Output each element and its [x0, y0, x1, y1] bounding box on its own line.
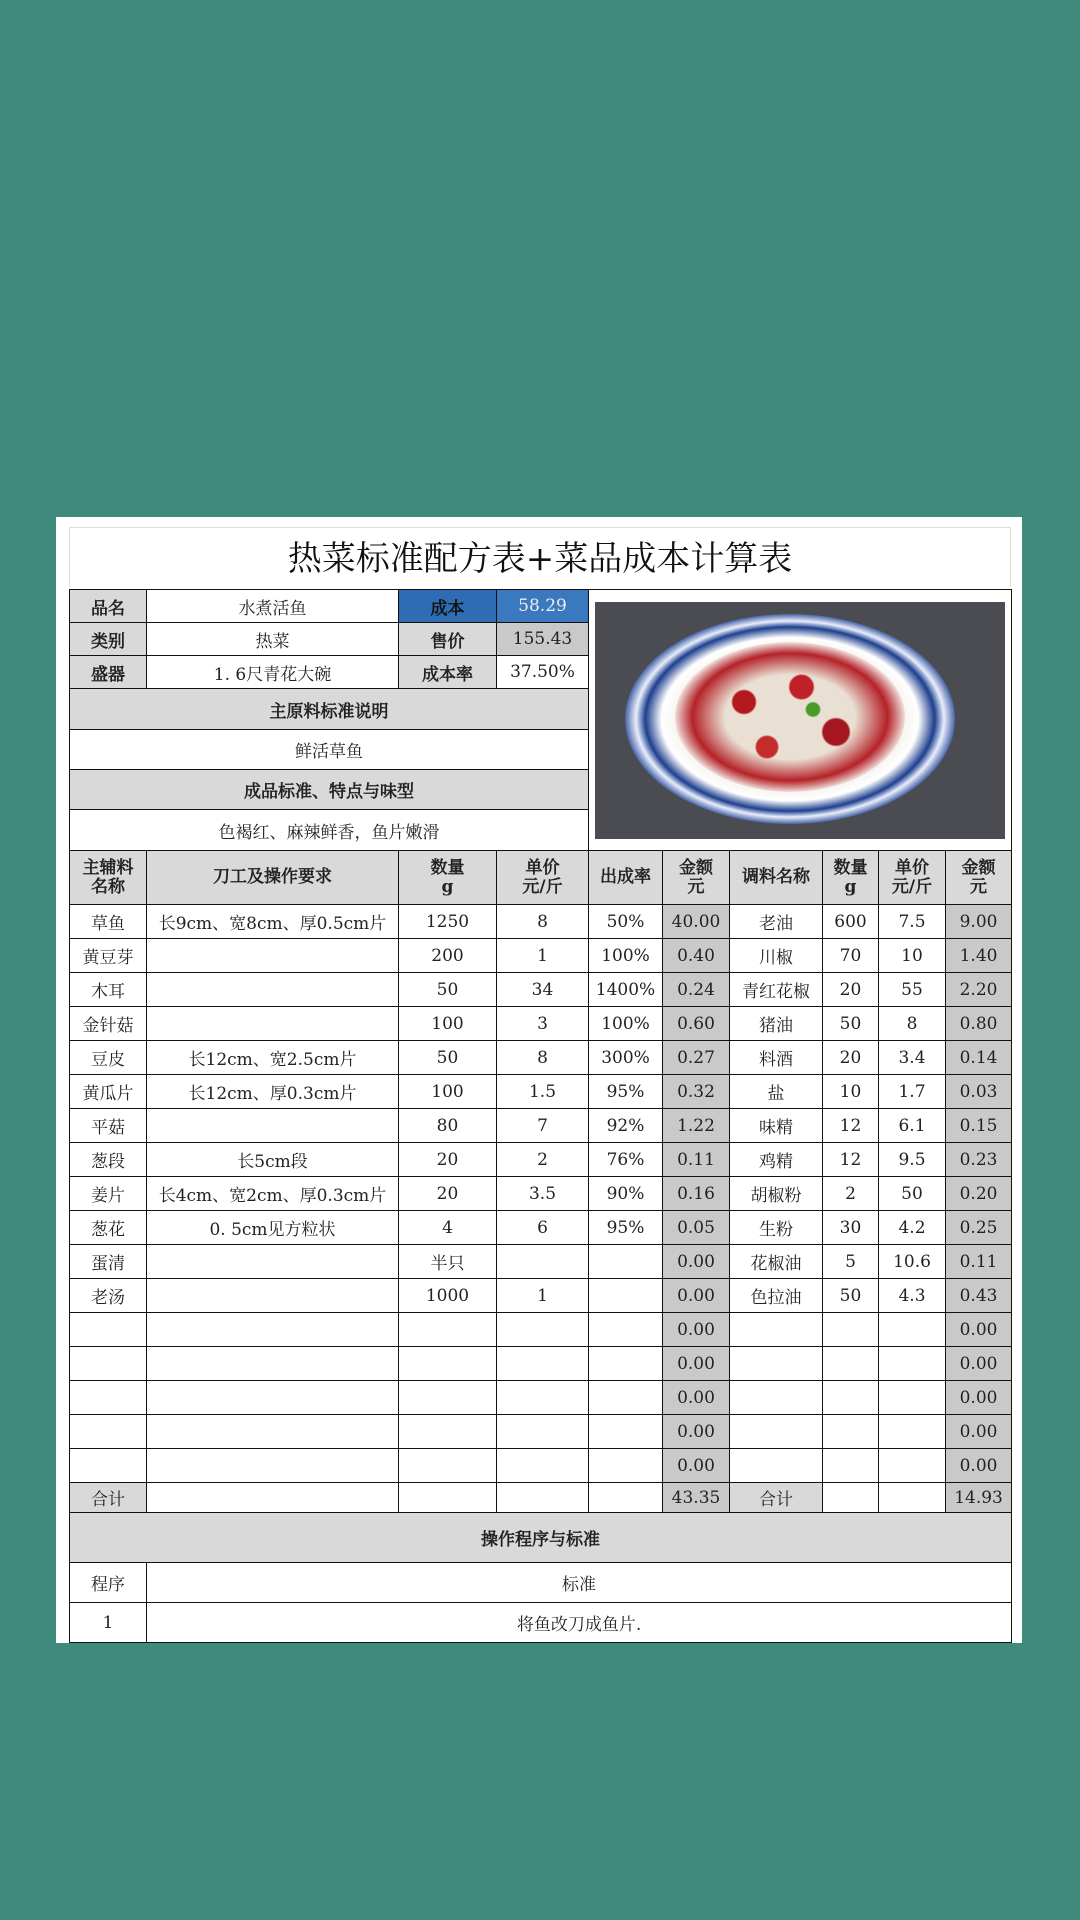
- ingredient-name: 姜片: [70, 1177, 147, 1211]
- column-header: 出成率: [589, 851, 663, 905]
- seasoning-name: 鸡精: [730, 1143, 823, 1177]
- table-row: [70, 1381, 1012, 1415]
- seasoning-amount: 0.20: [946, 1177, 1012, 1211]
- seasoning-quantity: 5: [823, 1245, 879, 1279]
- seasoning-quantity: [823, 1449, 879, 1483]
- seasoning-total-label: 合计: [730, 1483, 823, 1513]
- main-material-heading: 主原料标准说明: [70, 689, 589, 730]
- cutting-requirement: [147, 939, 399, 973]
- quantity: [399, 1381, 497, 1415]
- amount: 0.27: [663, 1041, 730, 1075]
- cutting-requirement: [147, 1347, 399, 1381]
- seasoning-name: 色拉油: [730, 1279, 823, 1313]
- cost-value: 58.29: [497, 590, 589, 623]
- cost-label: 成本: [399, 590, 497, 623]
- quantity: 20: [399, 1143, 497, 1177]
- ingredient-name: 平菇: [70, 1109, 147, 1143]
- column-header: 金额 元: [946, 851, 1012, 905]
- seasoning-name: 老油: [730, 905, 823, 939]
- cost-rate-value: 37.50%: [497, 656, 589, 689]
- quantity: [399, 1313, 497, 1347]
- product-standard-text: 色褐红、麻辣鲜香，鱼片嫩滑: [70, 810, 589, 851]
- seasoning-unit-price: [879, 1313, 946, 1347]
- seasoning-unit-price: 6.1: [879, 1109, 946, 1143]
- ingredient-name: [70, 1347, 147, 1381]
- table-row: [70, 1075, 1012, 1109]
- yield-rate: [589, 1245, 663, 1279]
- seasoning-amount: 2.20: [946, 973, 1012, 1007]
- unit-price: 7: [497, 1109, 589, 1143]
- seasoning-name: [730, 1313, 823, 1347]
- seasoning-quantity: 20: [823, 1041, 879, 1075]
- seasoning-name: 胡椒粉: [730, 1177, 823, 1211]
- main-total: 43.35: [663, 1483, 730, 1513]
- quantity: 200: [399, 939, 497, 973]
- yield-rate: 95%: [589, 1075, 663, 1109]
- seasoning-amount: 0.23: [946, 1143, 1012, 1177]
- yield-rate: [589, 1415, 663, 1449]
- quantity: [399, 1449, 497, 1483]
- ingredient-name: 葱段: [70, 1143, 147, 1177]
- seasoning-quantity: 50: [823, 1279, 879, 1313]
- quantity: 半只: [399, 1245, 497, 1279]
- yield-rate: 100%: [589, 1007, 663, 1041]
- step-column-header: 程序: [70, 1563, 147, 1603]
- seasoning-quantity: 30: [823, 1211, 879, 1245]
- seasoning-quantity: [823, 1347, 879, 1381]
- table-row: [70, 1313, 1012, 1347]
- cost-rate-label: 成本率: [399, 656, 497, 689]
- seasoning-name: [730, 1381, 823, 1415]
- category-value: 热菜: [147, 623, 399, 656]
- quantity: 20: [399, 1177, 497, 1211]
- seasoning-amount: 0.14: [946, 1041, 1012, 1075]
- seasoning-quantity: 2: [823, 1177, 879, 1211]
- seasoning-quantity: [823, 1381, 879, 1415]
- unit-price: 8: [497, 905, 589, 939]
- ingredient-name: 黄瓜片: [70, 1075, 147, 1109]
- yield-rate: 95%: [589, 1211, 663, 1245]
- column-header: 主辅料 名称: [70, 851, 147, 905]
- step-text: 将鱼改刀成鱼片.: [147, 1603, 1012, 1643]
- ingredient-name: 老汤: [70, 1279, 147, 1313]
- seasoning-amount: 0.43: [946, 1279, 1012, 1313]
- seasoning-unit-price: [879, 1381, 946, 1415]
- column-header: 数量 g: [399, 851, 497, 905]
- amount: 0.00: [663, 1415, 730, 1449]
- seasoning-unit-price: [879, 1449, 946, 1483]
- column-header: 金额 元: [663, 851, 730, 905]
- seasoning-unit-price: [879, 1415, 946, 1449]
- seasoning-unit-price: 10.6: [879, 1245, 946, 1279]
- amount: 0.00: [663, 1245, 730, 1279]
- price-value: 155.43: [497, 623, 589, 656]
- quantity: 100: [399, 1007, 497, 1041]
- quantity: 100: [399, 1075, 497, 1109]
- seasoning-amount: 0.80: [946, 1007, 1012, 1041]
- seasoning-unit-price: 9.5: [879, 1143, 946, 1177]
- unit-price: [497, 1347, 589, 1381]
- quantity: 4: [399, 1211, 497, 1245]
- unit-price: 6: [497, 1211, 589, 1245]
- cutting-requirement: [147, 973, 399, 1007]
- main-material-text: 鲜活草鱼: [70, 730, 589, 770]
- unit-price: [497, 1449, 589, 1483]
- seasoning-unit-price: 50: [879, 1177, 946, 1211]
- cutting-requirement: [147, 1313, 399, 1347]
- table-row: [70, 1177, 1012, 1211]
- column-header: 单价 元/斤: [879, 851, 946, 905]
- seasoning-amount: 0.00: [946, 1347, 1012, 1381]
- seasoning-unit-price: 55: [879, 973, 946, 1007]
- dish-name: 水煮活鱼: [147, 590, 399, 623]
- blank: [70, 1643, 147, 1644]
- seasoning-amount: 0.03: [946, 1075, 1012, 1109]
- ingredient-name: [70, 1313, 147, 1347]
- seasoning-name: 花椒油: [730, 1245, 823, 1279]
- column-header: 数量 g: [823, 851, 879, 905]
- seasoning-quantity: 12: [823, 1109, 879, 1143]
- unit-price: 2: [497, 1143, 589, 1177]
- amount: 0.00: [663, 1279, 730, 1313]
- amount: 0.40: [663, 939, 730, 973]
- seasoning-amount: 9.00: [946, 905, 1012, 939]
- amount: 0.60: [663, 1007, 730, 1041]
- seasoning-quantity: [823, 1313, 879, 1347]
- seasoning-unit-price: 3.4: [879, 1041, 946, 1075]
- seasoning-name: [730, 1347, 823, 1381]
- yield-rate: 1400%: [589, 973, 663, 1007]
- ingredient-name: [70, 1415, 147, 1449]
- vessel-label: 盛器: [70, 656, 147, 689]
- seasoning-total: 14.93: [946, 1483, 1012, 1513]
- ingredient-name: 金针菇: [70, 1007, 147, 1041]
- seasoning-amount: 0.00: [946, 1449, 1012, 1483]
- seasoning-unit-price: 7.5: [879, 905, 946, 939]
- seasoning-amount: 0.15: [946, 1109, 1012, 1143]
- name-label: 品名: [70, 590, 147, 623]
- amount: 0.32: [663, 1075, 730, 1109]
- cutting-requirement: [147, 1245, 399, 1279]
- blank: [589, 1483, 663, 1513]
- seasoning-quantity: 20: [823, 973, 879, 1007]
- seasoning-unit-price: [879, 1347, 946, 1381]
- amount: 1.22: [663, 1109, 730, 1143]
- seasoning-name: [730, 1415, 823, 1449]
- seasoning-quantity: 10: [823, 1075, 879, 1109]
- yield-rate: 90%: [589, 1177, 663, 1211]
- quantity: [399, 1347, 497, 1381]
- quantity: 1250: [399, 905, 497, 939]
- seasoning-amount: 0.11: [946, 1245, 1012, 1279]
- blank: [147, 1483, 399, 1513]
- yield-rate: 92%: [589, 1109, 663, 1143]
- cutting-requirement: 长12cm、厚0.3cm片: [147, 1075, 399, 1109]
- total-label: 合计: [70, 1483, 147, 1513]
- seasoning-unit-price: 1.7: [879, 1075, 946, 1109]
- unit-price: 1: [497, 1279, 589, 1313]
- yield-rate: [589, 1279, 663, 1313]
- cutting-requirement: 长9cm、宽8cm、厚0.5cm片: [147, 905, 399, 939]
- seasoning-quantity: 70: [823, 939, 879, 973]
- ingredient-name: 葱花: [70, 1211, 147, 1245]
- blank: [497, 1483, 589, 1513]
- amount: 0.24: [663, 973, 730, 1007]
- unit-price: 3: [497, 1007, 589, 1041]
- seasoning-name: 生粉: [730, 1211, 823, 1245]
- seasoning-unit-price: 8: [879, 1007, 946, 1041]
- unit-price: 34: [497, 973, 589, 1007]
- cutting-requirement: [147, 1381, 399, 1415]
- yield-rate: 50%: [589, 905, 663, 939]
- seasoning-name: 味精: [730, 1109, 823, 1143]
- table-row: [70, 905, 1012, 939]
- seasoning-unit-price: 4.3: [879, 1279, 946, 1313]
- unit-price: 1.5: [497, 1075, 589, 1109]
- seasoning-amount: 0.00: [946, 1313, 1012, 1347]
- yield-rate: 100%: [589, 939, 663, 973]
- yield-rate: [589, 1381, 663, 1415]
- dish-photo: [589, 590, 1012, 851]
- amount: 0.00: [663, 1449, 730, 1483]
- table-row: [70, 973, 1012, 1007]
- quantity: [399, 1415, 497, 1449]
- amount: 0.00: [663, 1347, 730, 1381]
- ingredient-name: [70, 1381, 147, 1415]
- quantity: 50: [399, 973, 497, 1007]
- table-row: [70, 1109, 1012, 1143]
- column-header: 单价 元/斤: [497, 851, 589, 905]
- seasoning-amount: 0.00: [946, 1381, 1012, 1415]
- quantity: 80: [399, 1109, 497, 1143]
- quantity: 50: [399, 1041, 497, 1075]
- cutting-requirement: [147, 1415, 399, 1449]
- cutting-requirement: 长4cm、宽2cm、厚0.3cm片: [147, 1177, 399, 1211]
- blank: [879, 1483, 946, 1513]
- cutting-requirement: [147, 1279, 399, 1313]
- cutting-requirement: [147, 1007, 399, 1041]
- yield-rate: [589, 1449, 663, 1483]
- ingredient-name: 草鱼: [70, 905, 147, 939]
- amount: 40.00: [663, 905, 730, 939]
- unit-price: [497, 1245, 589, 1279]
- quantity: 1000: [399, 1279, 497, 1313]
- yield-rate: 300%: [589, 1041, 663, 1075]
- unit-price: 1: [497, 939, 589, 973]
- product-standard-heading: 成品标准、特点与味型: [70, 770, 589, 810]
- table-row: [70, 1211, 1012, 1245]
- step-number: 1: [70, 1603, 147, 1643]
- seasoning-unit-price: 10: [879, 939, 946, 973]
- seasoning-amount: 0.00: [946, 1415, 1012, 1449]
- seasoning-amount: 0.25: [946, 1211, 1012, 1245]
- ingredient-name: 豆皮: [70, 1041, 147, 1075]
- cutting-requirement: [147, 1449, 399, 1483]
- cutting-requirement: [147, 1109, 399, 1143]
- column-header: 刀工及操作要求: [147, 851, 399, 905]
- seasoning-name: 川椒: [730, 939, 823, 973]
- table-row: [70, 1449, 1012, 1483]
- yield-rate: [589, 1347, 663, 1381]
- cutting-requirement: 长12cm、宽2.5cm片: [147, 1041, 399, 1075]
- seasoning-quantity: [823, 1415, 879, 1449]
- blank: [823, 1483, 879, 1513]
- table-row: [70, 1007, 1012, 1041]
- amount: 0.00: [663, 1313, 730, 1347]
- seasoning-quantity: 50: [823, 1007, 879, 1041]
- amount: 0.00: [663, 1381, 730, 1415]
- amount: 0.11: [663, 1143, 730, 1177]
- column-header: 调料名称: [730, 851, 823, 905]
- unit-price: [497, 1313, 589, 1347]
- sheet-title: 热菜标准配方表+菜品成本计算表: [69, 527, 1011, 587]
- seasoning-name: 青红花椒: [730, 973, 823, 1007]
- yield-rate: [589, 1313, 663, 1347]
- seasoning-unit-price: 4.2: [879, 1211, 946, 1245]
- table-row: [70, 1041, 1012, 1075]
- seasoning-quantity: 12: [823, 1143, 879, 1177]
- unit-price: [497, 1415, 589, 1449]
- blank: [399, 1483, 497, 1513]
- procedure-heading: 操作程序与标准: [70, 1513, 1012, 1563]
- recipe-cost-sheet: [56, 517, 1022, 1643]
- cutting-requirement: 长5cm段: [147, 1143, 399, 1177]
- seasoning-quantity: 600: [823, 905, 879, 939]
- unit-price: 8: [497, 1041, 589, 1075]
- ingredient-name: 黄豆芽: [70, 939, 147, 973]
- ingredient-name: 蛋清: [70, 1245, 147, 1279]
- seasoning-name: 盐: [730, 1075, 823, 1109]
- seasoning-amount: 1.40: [946, 939, 1012, 973]
- table-row: [70, 1347, 1012, 1381]
- table-row: [70, 1415, 1012, 1449]
- seasoning-name: [730, 1449, 823, 1483]
- yield-rate: 76%: [589, 1143, 663, 1177]
- unit-price: [497, 1381, 589, 1415]
- seasoning-name: 猪油: [730, 1007, 823, 1041]
- vessel-value: 1. 6尺青花大碗: [147, 656, 399, 689]
- table-row: [70, 1279, 1012, 1313]
- recipe-table: [69, 589, 1012, 1643]
- seasoning-name: 料酒: [730, 1041, 823, 1075]
- ingredient-name: 木耳: [70, 973, 147, 1007]
- standard-column-header: 标准: [147, 1563, 1012, 1603]
- amount: 0.05: [663, 1211, 730, 1245]
- price-label: 售价: [399, 623, 497, 656]
- unit-price: 3.5: [497, 1177, 589, 1211]
- table-row: [70, 1143, 1012, 1177]
- blank: [147, 1643, 1012, 1644]
- amount: 0.16: [663, 1177, 730, 1211]
- table-row: [70, 939, 1012, 973]
- ingredient-name: [70, 1449, 147, 1483]
- cutting-requirement: 0. 5cm见方粒状: [147, 1211, 399, 1245]
- table-row: [70, 1245, 1012, 1279]
- category-label: 类别: [70, 623, 147, 656]
